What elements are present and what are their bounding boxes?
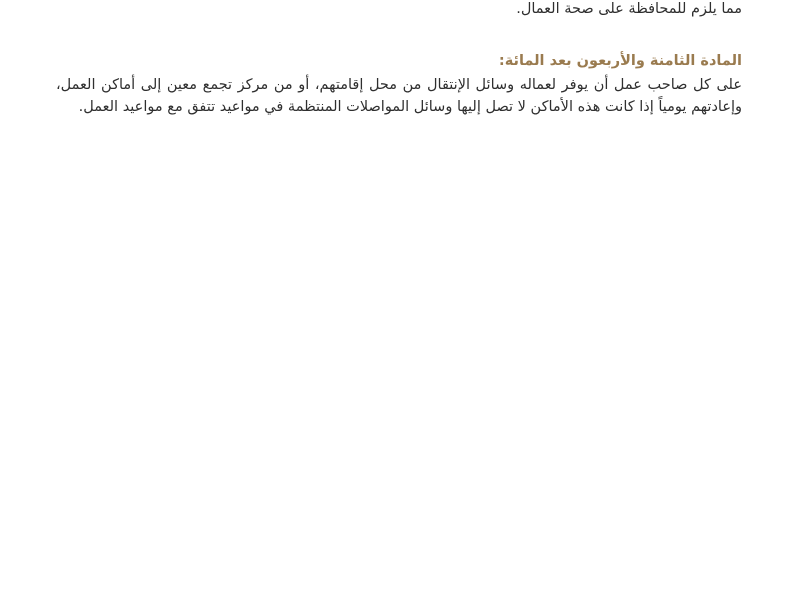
article-heading: المادة الثامنة والأربعون بعد المائة: bbox=[498, 53, 742, 69]
article-body: على كل صاحب عمل أن يوفر لعماله وسائل الإنتقال من محل إقامتهم، أو من مركز تجمع معين إلى أماكن العمل، وإعادتهم يومياً إذا كانت هذه الأماكن لا تصل إليها وسائل المواصلات المنتظمة في مواعيد تتفق مع مواعيد العمل. bbox=[56, 77, 742, 115]
previous-article-tail: مما يلزم للمحافظة على صحة العمال. bbox=[516, 1, 742, 17]
document-page bbox=[56, 0, 742, 118]
